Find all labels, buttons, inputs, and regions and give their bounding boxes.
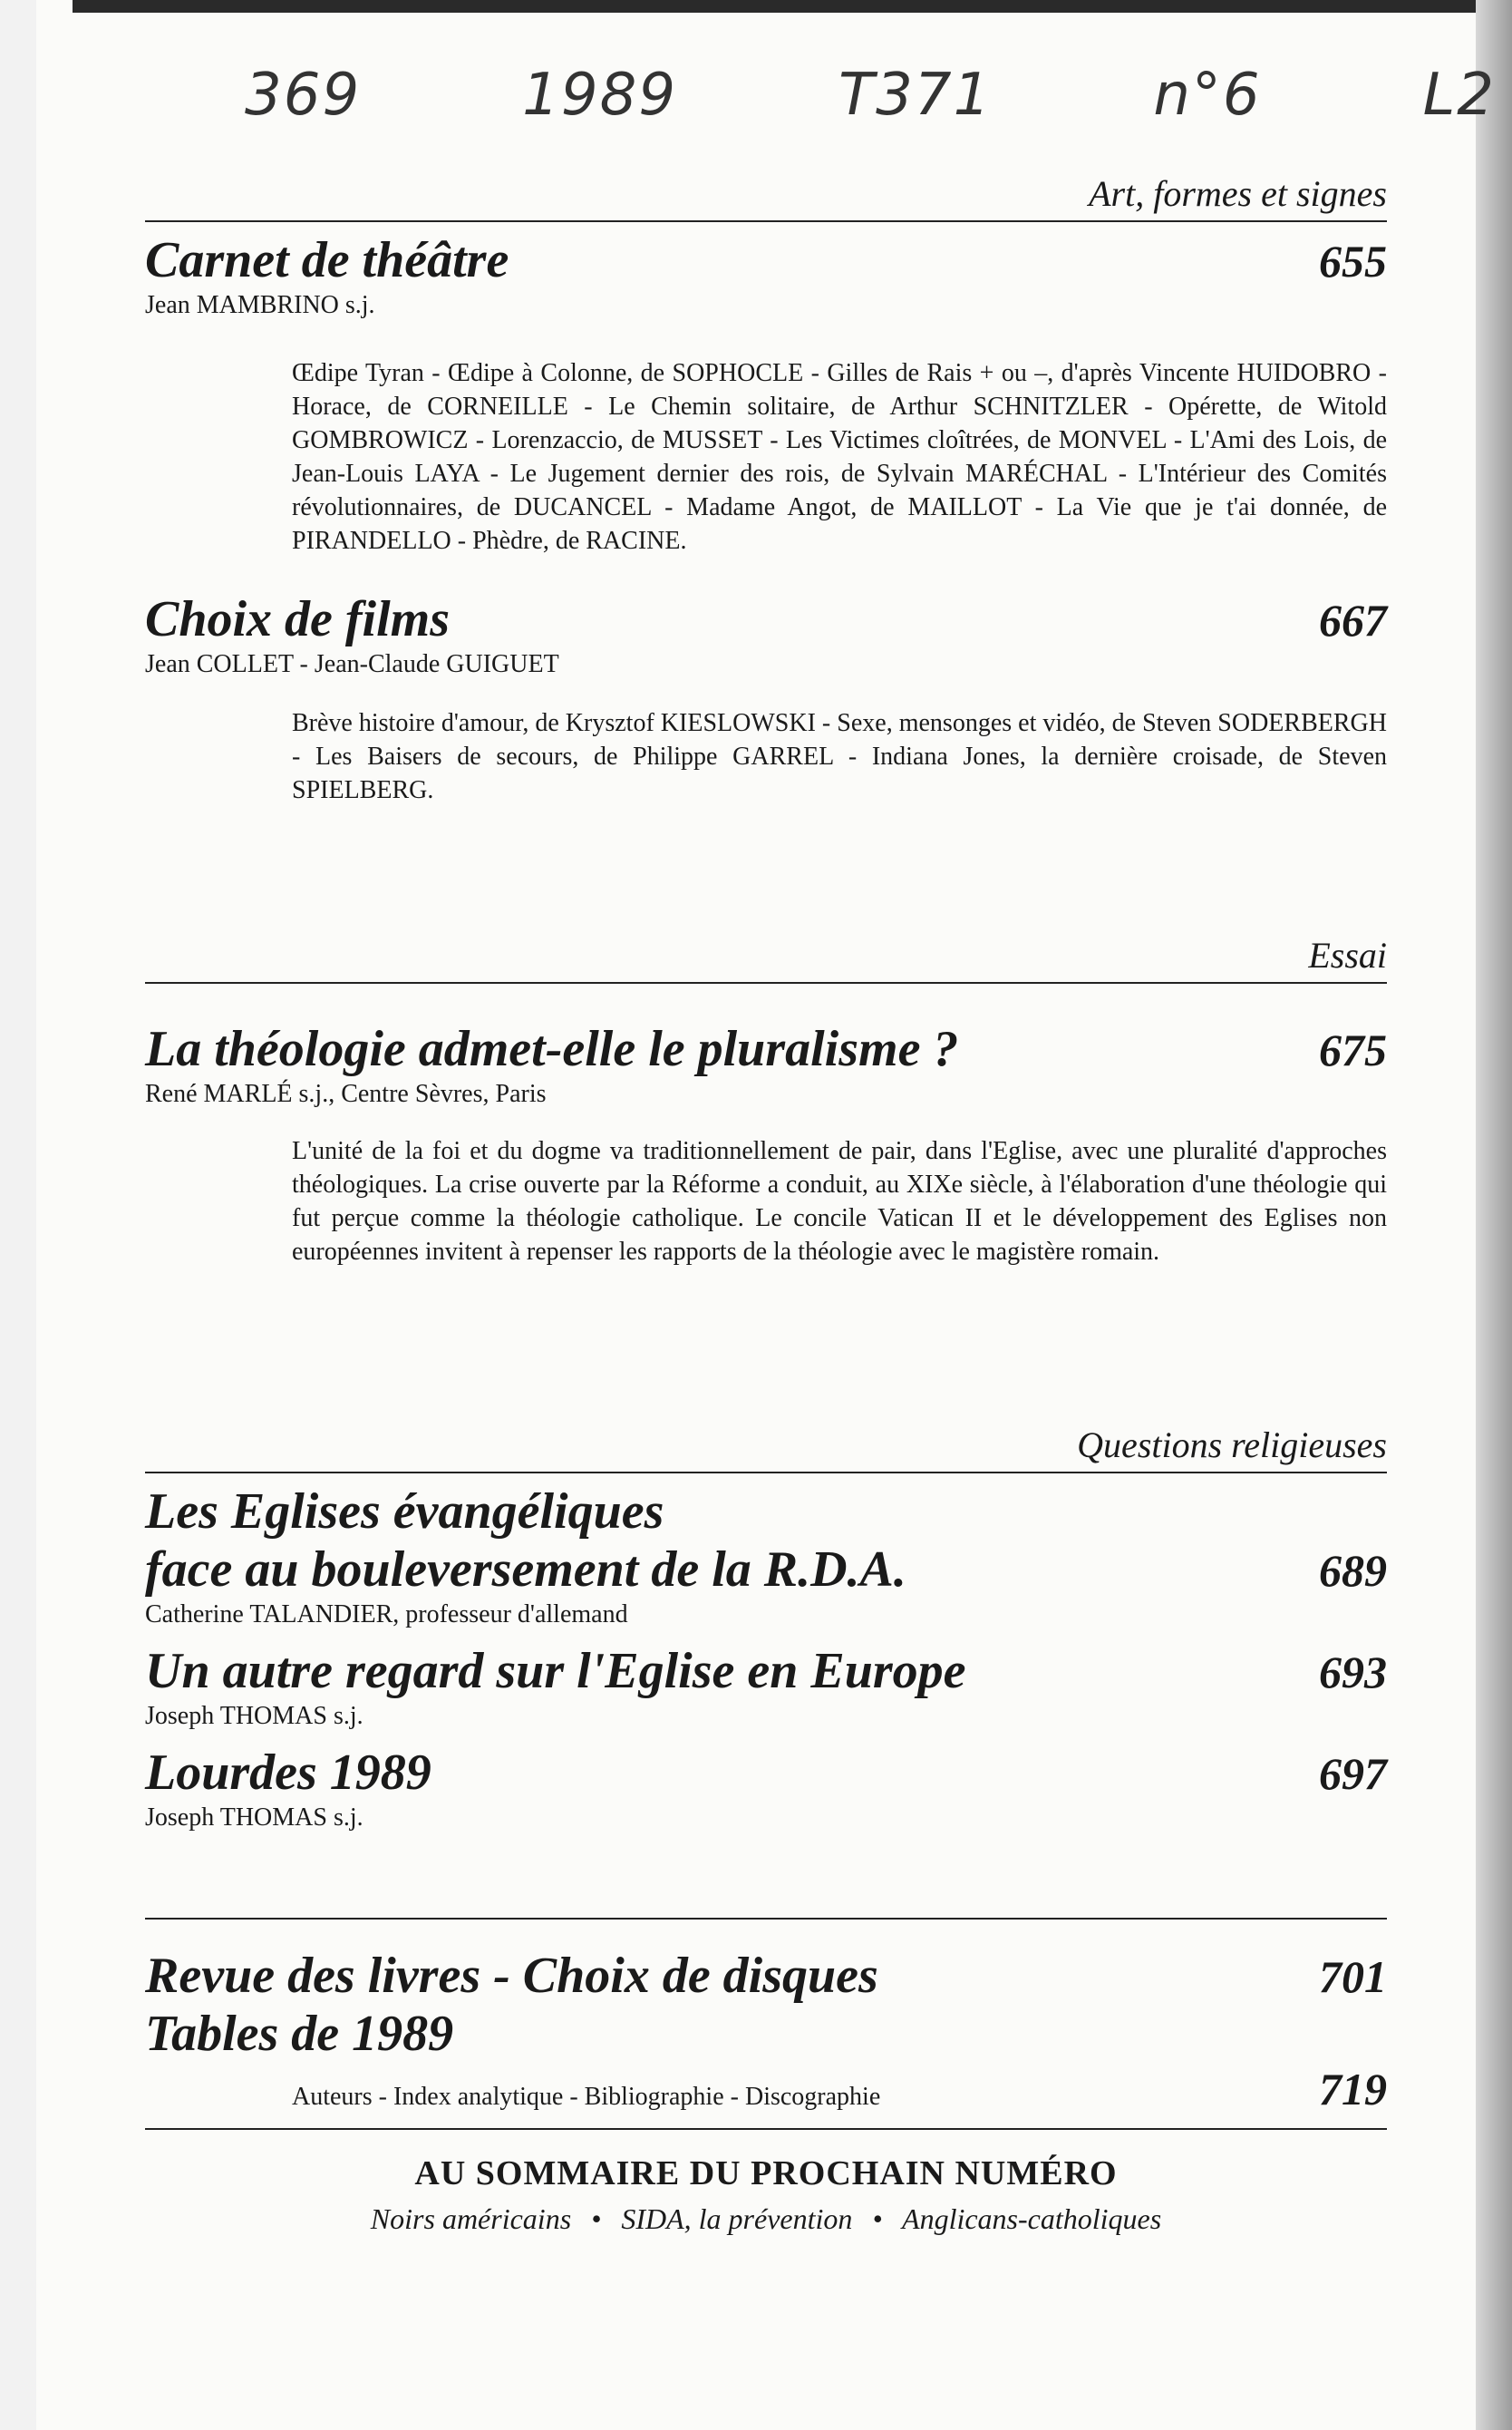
entry-page-number: 719 bbox=[1319, 2064, 1387, 2114]
toc-entry-autre-regard bbox=[145, 1642, 1387, 1731]
handwritten-mark: L2 bbox=[1422, 62, 1496, 129]
entry-page-number: 701 bbox=[1319, 1951, 1387, 2002]
topic-item: Anglicans-catholiques bbox=[902, 2202, 1162, 2235]
entry-title-line: face au bouleversement de la R.D.A. bbox=[145, 1541, 906, 1598]
toc-entry-revue-livres bbox=[145, 1947, 1387, 2005]
handwritten-mark: 1989 bbox=[522, 62, 678, 129]
topic-item: SIDA, la prévention bbox=[621, 2202, 853, 2235]
entry-title: Tables de 1989 bbox=[145, 2006, 454, 2062]
next-issue-box bbox=[145, 2153, 1387, 2236]
entry-title: Un autre regard sur l'Eglise en Europe bbox=[145, 1643, 966, 1699]
entry-author: Joseph THOMAS s.j. bbox=[145, 1702, 363, 1730]
section-label: Questions religieuses bbox=[145, 1424, 1387, 1473]
entry-author: Jean COLLET - Jean-Claude GUIGUET bbox=[145, 650, 559, 678]
section-questions-religieuses bbox=[145, 1424, 1387, 1832]
toc-entry-tables bbox=[145, 2063, 1387, 2115]
entry-author: Jean MAMBRINO s.j. bbox=[145, 291, 375, 319]
handwritten-mark: 369 bbox=[245, 62, 362, 129]
entry-page-number: 697 bbox=[1319, 1748, 1387, 1799]
entry-author: Joseph THOMAS s.j. bbox=[145, 1803, 363, 1832]
section-art bbox=[145, 172, 1387, 815]
entry-author: René MARLÉ s.j., Centre Sèvres, Paris bbox=[145, 1080, 547, 1108]
next-issue-topics bbox=[145, 2202, 1387, 2236]
toc-entry-eglises-rda bbox=[145, 1482, 1387, 1629]
entry-page-number: 675 bbox=[1319, 1025, 1387, 1075]
entry-author: Catherine TALANDIER, professeur d'allemand bbox=[145, 1600, 628, 1628]
entry-description: L'unité de la foi et du dogme va traditionnellement de pair, dans l'Eglise, avec une pluralité d'approches théologiques. La crise ouverte par la Réforme a conduit, au XIXe siècle, à l'élaboration d'une théologie qui fut perçue comme la théologie catholique. Le concile Vatican II et le développement des Eglises non européennes invitent à repenser les rapports de la théologie avec le magistère romain. bbox=[292, 1137, 1387, 1266]
scan-top-edge bbox=[73, 0, 1512, 13]
section-label: Art, formes et signes bbox=[145, 172, 1387, 222]
entry-description: Brève histoire d'amour, de Krysztof KIESLOWSKI - Sexe, mensonges et vidéo, de Steven SODERBERGH - Les Baisers de secours, de Philippe GARREL - Indiana Jones, la dernière croisade, de Steven SPIELBERG. bbox=[292, 709, 1387, 804]
divider bbox=[145, 2128, 1387, 2130]
entry-row bbox=[145, 1541, 1387, 1599]
entry-page-number: 693 bbox=[1319, 1647, 1387, 1697]
entry-title-line: Les Eglises évangéliques bbox=[145, 1483, 664, 1540]
next-issue-title: AU SOMMAIRE DU PROCHAIN NUMÉRO bbox=[414, 2154, 1118, 2192]
scan-right-edge bbox=[1476, 0, 1512, 2430]
entry-title: La théologie admet-elle le pluralisme ? bbox=[145, 1021, 959, 1077]
entry-title: Carnet de théâtre bbox=[145, 232, 509, 288]
section-essai bbox=[145, 934, 1387, 1268]
section-final bbox=[145, 1918, 1387, 2130]
section-label: Essai bbox=[145, 934, 1387, 984]
entry-page-number: 667 bbox=[1319, 595, 1387, 646]
entry-title: Choix de films bbox=[145, 591, 451, 647]
toc-entry-theologie bbox=[145, 1020, 1387, 1078]
toc-entry-lourdes bbox=[145, 1744, 1387, 1832]
entry-subtitle: Auteurs - Index analytique - Bibliographie - Discographie bbox=[292, 2083, 881, 2111]
entry-description: Œdipe Tyran - Œdipe à Colonne, de SOPHOCLE - Gilles de Rais + ou –, d'après Vincente HUIDOBRO - Horace, de CORNEILLE - Le Chemin solitaire, de Arthur SCHNITZLER - Opérette, de Witold GOMBROWICZ - Lorenzaccio, de MUSSET - Les Victimes cloîtrées, de MONVEL - L'Ami des Lois, de Jean-Louis LAYA - Le Jugement dernier des rois, de Sylvain MARÉCHAL - L'Intérieur des Comités révolutionnaires, de DUCANCEL - Madame Angot, de MAILLOT - La Vie que je t'ai donnée, de PIRANDELLO - Phèdre, de RACINE. bbox=[292, 359, 1387, 555]
toc-entry-carnet bbox=[145, 231, 1387, 289]
entry-page-number: 655 bbox=[1319, 236, 1387, 287]
entry-title: Lourdes 1989 bbox=[145, 1745, 431, 1801]
handwritten-catalog-marks bbox=[245, 54, 1496, 136]
handwritten-mark: T371 bbox=[838, 62, 993, 129]
entry-title: Revue des livres - Choix de disques bbox=[145, 1948, 878, 2004]
entry-row bbox=[145, 1642, 1387, 1700]
divider bbox=[145, 1918, 1387, 1920]
topic-item: Noirs américains bbox=[370, 2202, 572, 2235]
entry-page-number: 689 bbox=[1319, 1545, 1387, 1596]
handwritten-mark: n°6 bbox=[1153, 62, 1262, 129]
bullet-separator: • bbox=[872, 2202, 883, 2235]
bullet-separator: • bbox=[591, 2202, 602, 2235]
toc-entry-films bbox=[145, 590, 1387, 648]
entry-row bbox=[145, 1744, 1387, 1802]
